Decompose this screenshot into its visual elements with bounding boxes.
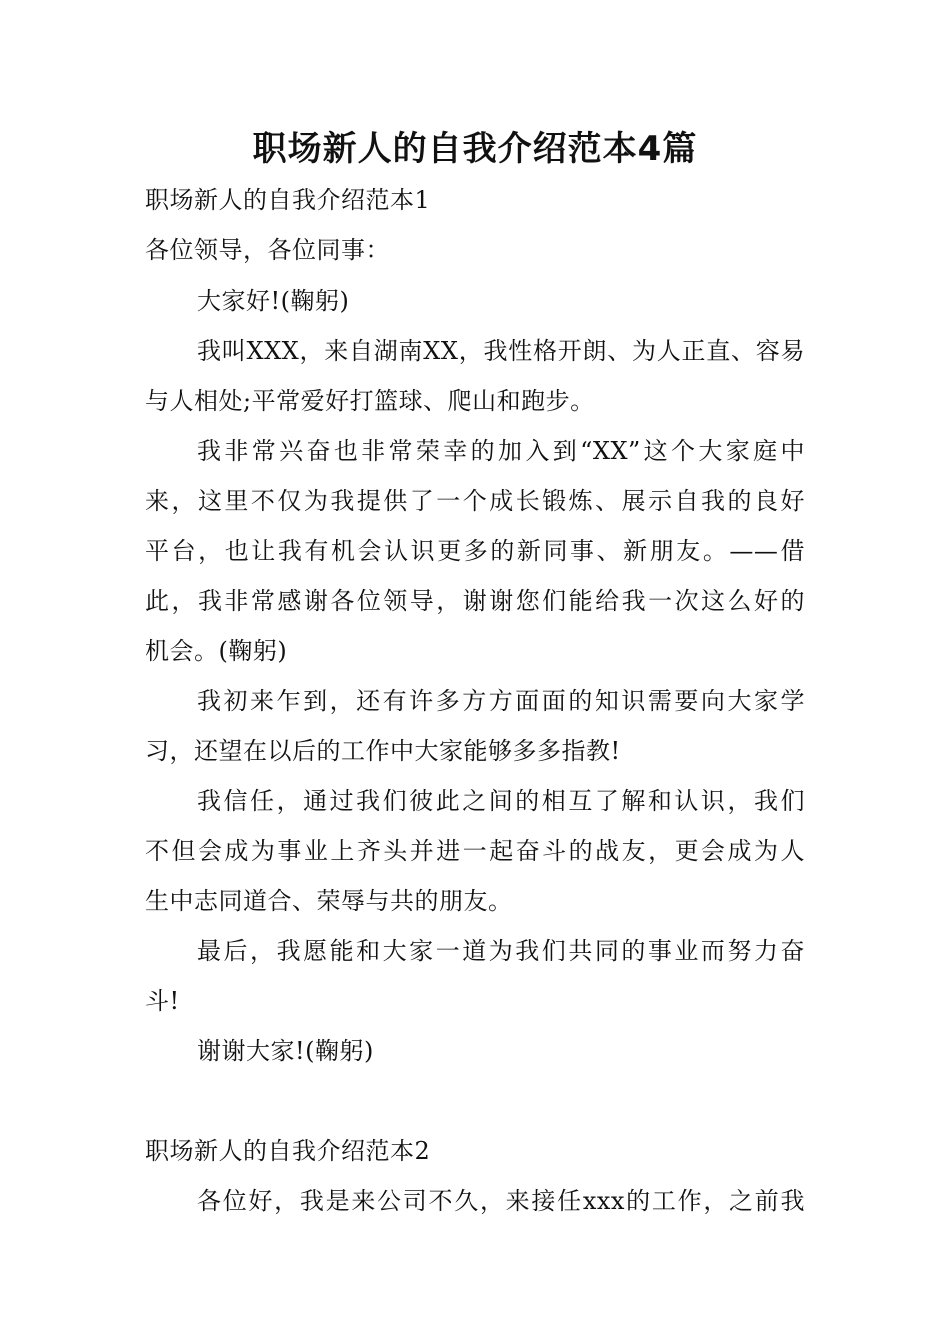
section-heading-1: 职场新人的自我介绍范本1 [145,186,431,214]
paragraph-line: 平台，也让我有机会认识更多的新同事、新朋友。——借 [145,537,805,565]
paragraph-line: 生中志同道合、荣辱与共的朋友。 [145,887,513,915]
greeting-line: 大家好!(鞠躬) [197,287,350,315]
paragraph-line: 各位好，我是来公司不久，来接任xxx的工作，之前我 [197,1187,805,1215]
paragraph-line: 与人相处;平常爱好打篮球、爬山和跑步。 [145,387,595,415]
document-title: 职场新人的自我介绍范本4篇 [252,129,698,169]
paragraph-line: 我初来乍到，还有许多方方面面的知识需要向大家学 [197,687,805,715]
paragraph-line: 斗! [145,987,180,1015]
closing-line: 谢谢大家!(鞠躬) [197,1037,374,1065]
paragraph-line: 机会。(鞠躬) [145,637,288,665]
paragraph-line: 我信任，通过我们彼此之间的相互了解和认识，我们 [197,787,805,815]
section-heading-2: 职场新人的自我介绍范本2 [145,1137,431,1165]
paragraph-line: 习，还望在以后的工作中大家能够多多指教! [145,737,621,765]
paragraph-line: 我叫XXX，来自湖南XX，我性格开朗、为人正直、容易 [197,337,805,365]
paragraph-line: 来，这里不仅为我提供了一个成长锻炼、展示自我的良好 [145,487,805,515]
paragraph-line: 不但会成为事业上齐头并进一起奋斗的战友，更会成为人 [145,837,805,865]
paragraph-line: 此，我非常感谢各位领导，谢谢您们能给我一次这么好的 [145,587,805,615]
paragraph-line: 最后，我愿能和大家一道为我们共同的事业而努力奋 [197,937,805,965]
paragraph-line: 我非常兴奋也非常荣幸的加入到“XX”这个大家庭中 [197,437,805,465]
salutation: 各位领导，各位同事： [145,236,390,264]
